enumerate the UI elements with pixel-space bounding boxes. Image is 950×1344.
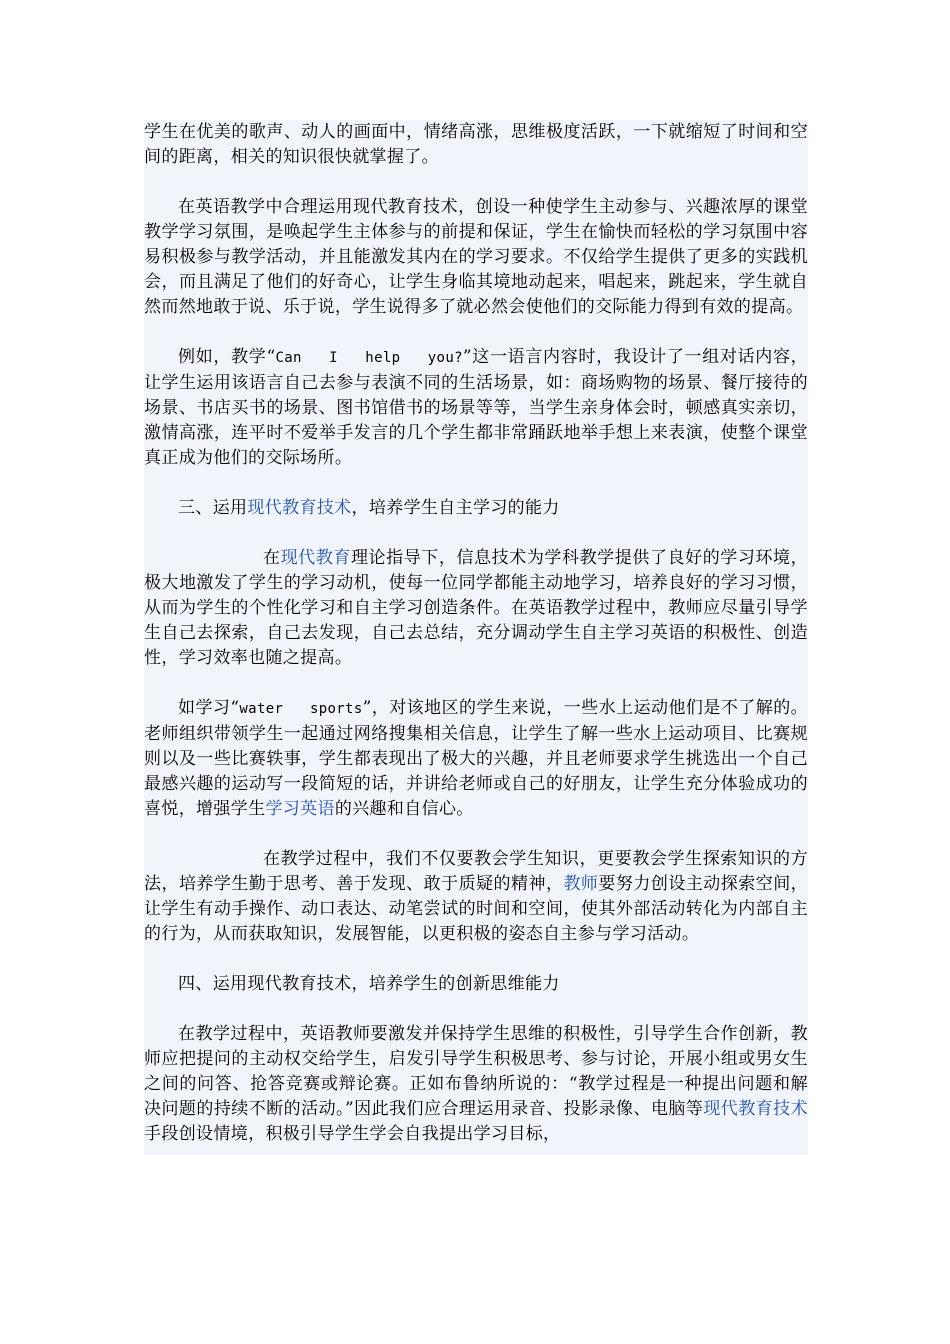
paragraph-1: [144, 120, 808, 170]
paragraph-4: [144, 546, 808, 671]
paragraph-5-text-d: 的兴趣和自信心。: [334, 799, 474, 819]
document-body: [144, 120, 808, 1155]
paragraph-6: [144, 847, 808, 947]
paragraph-7-text-b: 手段创设情境，积极引导学生学会自我提出学习目标，: [144, 1124, 561, 1144]
content-bottom-padding: [144, 1147, 808, 1155]
paragraph-3-text-a: 例如，教学“: [178, 347, 276, 367]
paragraph-4-text-a: 在: [263, 548, 281, 568]
paragraph-6-text-a: 在教学过程中，我们不仅要教会学生知识，更要教会学生探索知识的方法，培养学生勤于思考、善于发现、敢于质疑的精神，: [144, 849, 808, 894]
paragraph-2: [144, 195, 808, 320]
link-modern-education-technology[interactable]: 现代教育技术: [247, 498, 352, 518]
section-heading-3: [144, 496, 808, 521]
paragraph-7: [144, 1022, 808, 1147]
link-modern-education[interactable]: 现代教育: [280, 548, 351, 568]
link-teacher[interactable]: 教师: [563, 874, 599, 894]
paragraph-1-text: 学生在优美的歌声、动人的画面中，情绪高涨，思维极度活跃，一下就缩短了时间和空间的距离，相关的知识很快就掌握了。: [144, 122, 808, 167]
section-heading-4-text: 四、运用现代教育技术，培养学生的创新思维能力: [178, 974, 560, 994]
paragraph-5-text-a: 如学习“: [178, 698, 240, 718]
paragraph-3-text-c: ”这一语言内容时，我设计了一组对话内容，让学生运用该语言自己去参与表演不同的生活场景，如：商场购物的场景、餐厅接待的场景、书店买书的场景、图书馆借书的场景等等，当学生亲身体会时，顿感真实亲切，激情高涨，连平时不爱举手发言的几个学生都非常踊跃地举手想上来表演，使整个课堂真正成为他们的交际场所。: [144, 347, 808, 468]
paragraph-5-text-c: ”，对该地区的学生来说，一些水上运动他们是不了解的。老师组织带领学生一起通过网络搜集相关信息，让学生了解一些水上运动项目、比赛规则以及一些比赛轶事，学生都表现出了极大的兴趣，并且老师要求学生挑选出一个自己最感兴趣的运动写一段简短的话，并讲给老师或自己的好朋友，让学生充分体验成功的喜悦，增强学生: [144, 698, 808, 819]
paragraph-4-text-b: 理论指导下，信息技术为学科教学提供了良好的学习环境，极大地激发了学生的学习动机，使每一位同学都能主动地学习，培养良好的学习习惯，从而为学生的个性化学习和自主学习创造条件。在英语教学过程中，教师应尽量引导学生自己去探索，自己去发现，自己去总结，充分调动学生自主学习英语的积极性、创造性，学习效率也随之提高。: [144, 548, 808, 668]
section-heading-3-text-a: 三、运用: [178, 498, 248, 518]
section-heading-3-text-b: ，培养学生自主学习的能力: [351, 498, 560, 518]
english-phrase-water-sports: water sports: [239, 701, 363, 717]
paragraph-2-text: 在英语教学中合理运用现代教育技术，创设一种使学生主动参与、兴趣浓厚的课堂教学学习氛围，是唤起学生主体参与的前提和保证，学生在愉快而轻松的学习氛围中容易积极参与教学活动，并且能激发其内在的学习要求。不仅给学生提供了更多的实践机会，而且满足了他们的好奇心，让学生身临其境地动起来，唱起来，跳起来，学生就自然而然地敢于说、乐于说，学生说得多了就必然会使他们的交际能力得到有效的提高。: [144, 197, 808, 317]
paragraph-5: [144, 696, 808, 822]
link-modern-education-technology-2[interactable]: 现代教育技术: [703, 1099, 808, 1119]
link-learn-english[interactable]: 学习英语: [265, 799, 335, 819]
paragraph-6-text-b: 要努力创设主动探索空间，让学生有动手操作、动口表达、动笔尝试的时间和空间，使其外部活动转化为内部自主的行为，从而获取知识，发展智能，以更积极的姿态自主参与学习活动。: [144, 874, 809, 944]
paragraph-3: [144, 345, 808, 471]
section-heading-4: [144, 972, 808, 997]
english-phrase-can-i-help-you: Can I help you?: [275, 350, 463, 366]
paragraph-7-text-a: 在教学过程中，英语教师要激发并保持学生思维的积极性，引导学生合作创新，教师应把提问的主动权交给学生，启发引导学生积极思考、参与讨论，开展小组或男女生之间的问答、抢答竞赛或辩论赛。正如布鲁纳所说的：“教学过程是一种提出问题和解决问题的持续不断的活动。”因此我们应合理运用录音、投影录像、电脑等: [144, 1024, 808, 1119]
